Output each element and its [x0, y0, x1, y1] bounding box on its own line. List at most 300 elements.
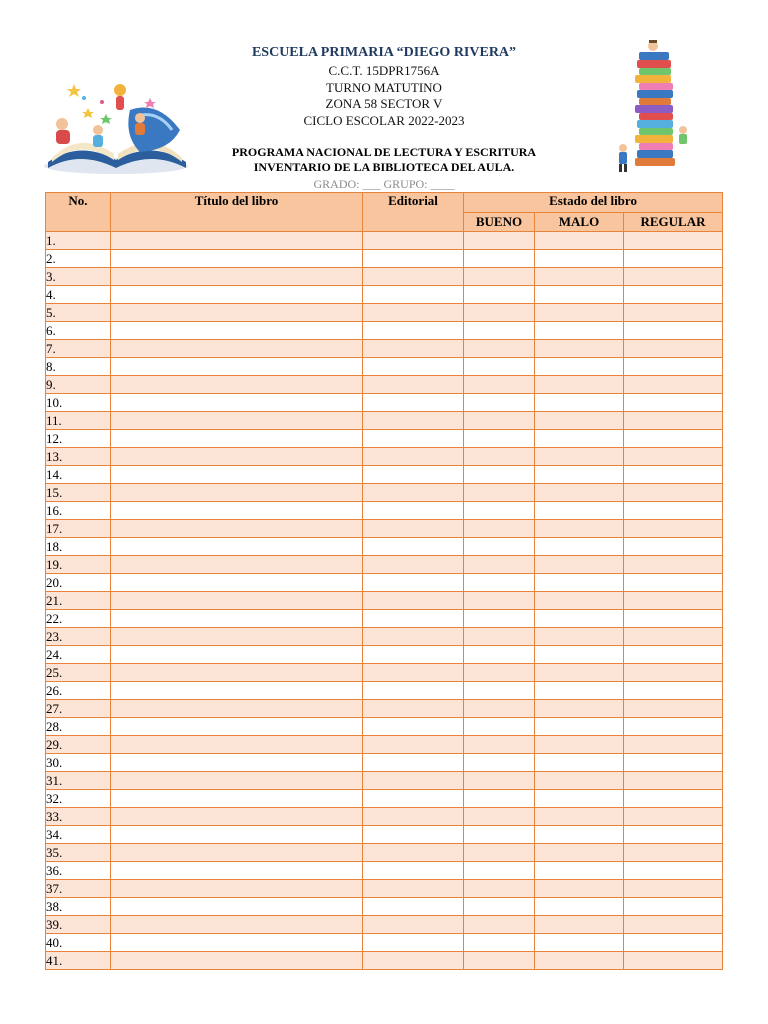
row-number: 27. — [46, 700, 111, 718]
table-row — [46, 484, 723, 502]
publisher-cell[interactable] — [363, 376, 464, 394]
table-row — [46, 880, 723, 898]
school-name: ESCUELA PRIMARIA “DIEGO RIVERA” — [251, 45, 517, 60]
book-title-cell[interactable] — [111, 754, 363, 772]
row-number: 22. — [46, 610, 111, 628]
bad-cell[interactable] — [535, 862, 624, 880]
good-cell[interactable] — [464, 520, 535, 538]
bad-cell[interactable] — [535, 934, 624, 952]
good-cell[interactable] — [464, 916, 535, 934]
publisher-cell[interactable] — [363, 448, 464, 466]
good-cell[interactable] — [464, 358, 535, 376]
book-title-cell[interactable] — [111, 628, 363, 646]
bad-cell[interactable] — [535, 952, 624, 970]
publisher-cell[interactable] — [363, 862, 464, 880]
row-number: 37. — [46, 880, 111, 898]
regular-cell[interactable] — [624, 772, 723, 790]
regular-cell[interactable] — [624, 934, 723, 952]
row-number: 3. — [46, 268, 111, 286]
book-title-cell[interactable] — [111, 790, 363, 808]
regular-cell[interactable] — [624, 358, 723, 376]
regular-cell[interactable] — [624, 844, 723, 862]
regular-cell[interactable] — [624, 304, 723, 322]
book-title-cell[interactable] — [111, 358, 363, 376]
regular-cell[interactable] — [624, 466, 723, 484]
book-title-cell[interactable] — [111, 394, 363, 412]
regular-cell[interactable] — [624, 250, 723, 268]
book-title-cell[interactable] — [111, 502, 363, 520]
row-number: 29. — [46, 736, 111, 754]
book-title-cell[interactable] — [111, 376, 363, 394]
regular-cell[interactable] — [624, 628, 723, 646]
regular-cell[interactable] — [624, 862, 723, 880]
good-cell[interactable] — [464, 646, 535, 664]
bad-cell[interactable] — [535, 286, 624, 304]
inventory-title: INVENTARIO DE LA BIBLIOTECA DEL AULA. — [253, 160, 515, 174]
row-number: 20. — [46, 574, 111, 592]
good-cell[interactable] — [464, 880, 535, 898]
row-number: 26. — [46, 682, 111, 700]
regular-cell[interactable] — [624, 394, 723, 412]
row-number: 6. — [46, 322, 111, 340]
inventory-table-body — [46, 232, 723, 970]
row-number: 17. — [46, 520, 111, 538]
regular-cell[interactable] — [624, 502, 723, 520]
row-number: 16. — [46, 502, 111, 520]
regular-cell[interactable] — [624, 448, 723, 466]
good-cell[interactable] — [464, 826, 535, 844]
publisher-cell[interactable] — [363, 826, 464, 844]
book-title-cell[interactable] — [111, 484, 363, 502]
good-cell[interactable] — [464, 898, 535, 916]
table-row — [46, 268, 723, 286]
regular-cell[interactable] — [624, 232, 723, 250]
bad-cell[interactable] — [535, 718, 624, 736]
publisher-cell[interactable] — [363, 934, 464, 952]
table-row — [46, 448, 723, 466]
table-row — [46, 466, 723, 484]
school-shift: TURNO MATUTINO — [326, 80, 442, 95]
row-number: 40. — [46, 934, 111, 952]
stacked-books-children-illustration — [613, 38, 693, 174]
table-row — [46, 340, 723, 358]
publisher-cell[interactable] — [363, 466, 464, 484]
table-row — [46, 502, 723, 520]
book-title-cell[interactable] — [111, 322, 363, 340]
book-title-cell[interactable] — [111, 268, 363, 286]
good-cell[interactable] — [464, 340, 535, 358]
publisher-cell[interactable] — [363, 232, 464, 250]
table-row — [46, 556, 723, 574]
regular-cell[interactable] — [624, 682, 723, 700]
bad-cell[interactable] — [535, 610, 624, 628]
column-header-good: BUENO — [464, 213, 535, 232]
regular-cell[interactable] — [624, 736, 723, 754]
publisher-cell[interactable] — [363, 880, 464, 898]
good-cell[interactable] — [464, 952, 535, 970]
book-title-cell[interactable] — [111, 250, 363, 268]
table-row — [46, 718, 723, 736]
row-number: 36. — [46, 862, 111, 880]
row-number: 19. — [46, 556, 111, 574]
publisher-cell[interactable] — [363, 592, 464, 610]
regular-cell[interactable] — [624, 898, 723, 916]
bad-cell[interactable] — [535, 628, 624, 646]
bad-cell[interactable] — [535, 736, 624, 754]
book-title-cell[interactable] — [111, 610, 363, 628]
book-title-cell[interactable] — [111, 556, 363, 574]
row-number: 24. — [46, 646, 111, 664]
publisher-cell[interactable] — [363, 430, 464, 448]
row-number: 7. — [46, 340, 111, 358]
table-row — [46, 916, 723, 934]
regular-cell[interactable] — [624, 340, 723, 358]
book-title-cell[interactable] — [111, 340, 363, 358]
row-number: 2. — [46, 250, 111, 268]
book-title-cell[interactable] — [111, 808, 363, 826]
bad-cell[interactable] — [535, 394, 624, 412]
bad-cell[interactable] — [535, 772, 624, 790]
regular-cell[interactable] — [624, 718, 723, 736]
good-cell[interactable] — [464, 394, 535, 412]
publisher-cell[interactable] — [363, 520, 464, 538]
publisher-cell[interactable] — [363, 322, 464, 340]
good-cell[interactable] — [464, 736, 535, 754]
good-cell[interactable] — [464, 934, 535, 952]
good-cell[interactable] — [464, 754, 535, 772]
bad-cell[interactable] — [535, 700, 624, 718]
table-row — [46, 898, 723, 916]
bad-cell[interactable] — [535, 484, 624, 502]
regular-cell[interactable] — [624, 610, 723, 628]
publisher-cell[interactable] — [363, 574, 464, 592]
publisher-cell[interactable] — [363, 502, 464, 520]
good-cell[interactable] — [464, 376, 535, 394]
book-title-cell[interactable] — [111, 304, 363, 322]
column-header-regular: REGULAR — [624, 213, 723, 232]
bad-cell[interactable] — [535, 466, 624, 484]
regular-cell[interactable] — [624, 808, 723, 826]
regular-cell[interactable] — [624, 268, 723, 286]
row-number: 39. — [46, 916, 111, 934]
regular-cell[interactable] — [624, 574, 723, 592]
book-title-cell[interactable] — [111, 700, 363, 718]
publisher-cell[interactable] — [363, 808, 464, 826]
bad-cell[interactable] — [535, 808, 624, 826]
bad-cell[interactable] — [535, 376, 624, 394]
publisher-cell[interactable] — [363, 286, 464, 304]
book-title-cell[interactable] — [111, 232, 363, 250]
book-title-cell[interactable] — [111, 736, 363, 754]
row-number: 38. — [46, 898, 111, 916]
table-row — [46, 736, 723, 754]
book-title-cell[interactable] — [111, 718, 363, 736]
book-title-cell[interactable] — [111, 952, 363, 970]
table-row — [46, 628, 723, 646]
row-number: 41. — [46, 952, 111, 970]
good-cell[interactable] — [464, 574, 535, 592]
row-number: 31. — [46, 772, 111, 790]
table-row — [46, 592, 723, 610]
regular-cell[interactable] — [624, 952, 723, 970]
bad-cell[interactable] — [535, 898, 624, 916]
table-row — [46, 322, 723, 340]
bad-cell[interactable] — [535, 754, 624, 772]
row-number: 10. — [46, 394, 111, 412]
column-header-title: Título del libro — [111, 193, 363, 232]
good-cell[interactable] — [464, 448, 535, 466]
good-cell[interactable] — [464, 304, 535, 322]
publisher-cell[interactable] — [363, 844, 464, 862]
book-title-cell[interactable] — [111, 466, 363, 484]
book-title-cell[interactable] — [111, 538, 363, 556]
regular-cell[interactable] — [624, 700, 723, 718]
good-cell[interactable] — [464, 412, 535, 430]
book-title-cell[interactable] — [111, 592, 363, 610]
good-cell[interactable] — [464, 502, 535, 520]
regular-cell[interactable] — [624, 412, 723, 430]
publisher-cell[interactable] — [363, 358, 464, 376]
good-cell[interactable] — [464, 682, 535, 700]
good-cell[interactable] — [464, 592, 535, 610]
good-cell[interactable] — [464, 466, 535, 484]
table-row — [46, 952, 723, 970]
bad-cell[interactable] — [535, 880, 624, 898]
bad-cell[interactable] — [535, 682, 624, 700]
regular-cell[interactable] — [624, 322, 723, 340]
row-number: 9. — [46, 376, 111, 394]
bad-cell[interactable] — [535, 430, 624, 448]
regular-cell[interactable] — [624, 646, 723, 664]
table-row — [46, 862, 723, 880]
table-row — [46, 754, 723, 772]
table-row — [46, 646, 723, 664]
book-title-cell[interactable] — [111, 916, 363, 934]
book-title-cell[interactable] — [111, 646, 363, 664]
document-header — [0, 0, 768, 192]
regular-cell[interactable] — [624, 376, 723, 394]
good-cell[interactable] — [464, 700, 535, 718]
table-row — [46, 358, 723, 376]
bad-cell[interactable] — [535, 790, 624, 808]
good-cell[interactable] — [464, 268, 535, 286]
row-number: 5. — [46, 304, 111, 322]
bad-cell[interactable] — [535, 358, 624, 376]
regular-cell[interactable] — [624, 520, 723, 538]
book-title-cell[interactable] — [111, 844, 363, 862]
good-cell[interactable] — [464, 808, 535, 826]
row-number: 4. — [46, 286, 111, 304]
publisher-cell[interactable] — [363, 628, 464, 646]
book-title-cell[interactable] — [111, 664, 363, 682]
bad-cell[interactable] — [535, 556, 624, 574]
table-row — [46, 520, 723, 538]
row-number: 34. — [46, 826, 111, 844]
table-row — [46, 934, 723, 952]
bad-cell[interactable] — [535, 322, 624, 340]
bad-cell[interactable] — [535, 502, 624, 520]
table-row — [46, 394, 723, 412]
publisher-cell[interactable] — [363, 412, 464, 430]
book-title-cell[interactable] — [111, 430, 363, 448]
good-cell[interactable] — [464, 790, 535, 808]
bad-cell[interactable] — [535, 646, 624, 664]
good-cell[interactable] — [464, 250, 535, 268]
bad-cell[interactable] — [535, 538, 624, 556]
bad-cell[interactable] — [535, 232, 624, 250]
good-cell[interactable] — [464, 538, 535, 556]
publisher-cell[interactable] — [363, 718, 464, 736]
publisher-cell[interactable] — [363, 268, 464, 286]
book-title-cell[interactable] — [111, 880, 363, 898]
regular-cell[interactable] — [624, 484, 723, 502]
column-header-book-condition: Estado del libro — [464, 193, 723, 213]
row-number: 33. — [46, 808, 111, 826]
good-cell[interactable] — [464, 430, 535, 448]
row-number: 1. — [46, 232, 111, 250]
column-header-publisher: Editorial — [363, 193, 464, 232]
row-number: 11. — [46, 412, 111, 430]
table-row — [46, 376, 723, 394]
row-number: 12. — [46, 430, 111, 448]
publisher-cell[interactable] — [363, 754, 464, 772]
bad-cell[interactable] — [535, 592, 624, 610]
table-row — [46, 574, 723, 592]
row-number: 18. — [46, 538, 111, 556]
school-cct: C.C.T. 15DPR1756A — [328, 63, 440, 78]
publisher-cell[interactable] — [363, 916, 464, 934]
good-cell[interactable] — [464, 718, 535, 736]
table-row — [46, 430, 723, 448]
publisher-cell[interactable] — [363, 952, 464, 970]
book-title-cell[interactable] — [111, 934, 363, 952]
bad-cell[interactable] — [535, 826, 624, 844]
row-number: 35. — [46, 844, 111, 862]
book-title-cell[interactable] — [111, 448, 363, 466]
bad-cell[interactable] — [535, 268, 624, 286]
table-row — [46, 610, 723, 628]
table-row — [46, 286, 723, 304]
book-title-cell[interactable] — [111, 412, 363, 430]
table-row — [46, 772, 723, 790]
book-title-cell[interactable] — [111, 574, 363, 592]
regular-cell[interactable] — [624, 286, 723, 304]
row-number: 21. — [46, 592, 111, 610]
good-cell[interactable] — [464, 664, 535, 682]
grade-group-line: GRADO: ___ GRUPO: ____ — [313, 177, 455, 191]
good-cell[interactable] — [464, 772, 535, 790]
good-cell[interactable] — [464, 610, 535, 628]
book-title-cell[interactable] — [111, 862, 363, 880]
book-title-cell[interactable] — [111, 772, 363, 790]
bad-cell[interactable] — [535, 340, 624, 358]
publisher-cell[interactable] — [363, 340, 464, 358]
regular-cell[interactable] — [624, 430, 723, 448]
good-cell[interactable] — [464, 286, 535, 304]
good-cell[interactable] — [464, 556, 535, 574]
bad-cell[interactable] — [535, 448, 624, 466]
regular-cell[interactable] — [624, 556, 723, 574]
regular-cell[interactable] — [624, 826, 723, 844]
book-title-cell[interactable] — [111, 286, 363, 304]
publisher-cell[interactable] — [363, 898, 464, 916]
row-number: 14. — [46, 466, 111, 484]
table-row — [46, 826, 723, 844]
publisher-cell[interactable] — [363, 394, 464, 412]
publisher-cell[interactable] — [363, 700, 464, 718]
good-cell[interactable] — [464, 844, 535, 862]
book-title-cell[interactable] — [111, 682, 363, 700]
regular-cell[interactable] — [624, 592, 723, 610]
row-number: 32. — [46, 790, 111, 808]
school-zone: ZONA 58 SECTOR V — [325, 96, 443, 111]
table-row — [46, 808, 723, 826]
publisher-cell[interactable] — [363, 610, 464, 628]
book-title-cell[interactable] — [111, 520, 363, 538]
publisher-cell[interactable] — [363, 304, 464, 322]
bad-cell[interactable] — [535, 664, 624, 682]
table-row — [46, 538, 723, 556]
good-cell[interactable] — [464, 862, 535, 880]
book-title-cell[interactable] — [111, 826, 363, 844]
publisher-cell[interactable] — [363, 538, 464, 556]
regular-cell[interactable] — [624, 880, 723, 898]
row-number: 23. — [46, 628, 111, 646]
column-header-bad: MALO — [535, 213, 624, 232]
regular-cell[interactable] — [624, 790, 723, 808]
regular-cell[interactable] — [624, 538, 723, 556]
regular-cell[interactable] — [624, 754, 723, 772]
table-row — [46, 664, 723, 682]
publisher-cell[interactable] — [363, 790, 464, 808]
publisher-cell[interactable] — [363, 736, 464, 754]
good-cell[interactable] — [464, 322, 535, 340]
bad-cell[interactable] — [535, 916, 624, 934]
row-number: 25. — [46, 664, 111, 682]
regular-cell[interactable] — [624, 664, 723, 682]
regular-cell[interactable] — [624, 916, 723, 934]
publisher-cell[interactable] — [363, 664, 464, 682]
library-inventory-table — [45, 192, 723, 970]
publisher-cell[interactable] — [363, 682, 464, 700]
good-cell[interactable] — [464, 628, 535, 646]
bad-cell[interactable] — [535, 574, 624, 592]
publisher-cell[interactable] — [363, 556, 464, 574]
good-cell[interactable] — [464, 232, 535, 250]
bad-cell[interactable] — [535, 250, 624, 268]
good-cell[interactable] — [464, 484, 535, 502]
table-row — [46, 682, 723, 700]
publisher-cell[interactable] — [363, 646, 464, 664]
bad-cell[interactable] — [535, 844, 624, 862]
row-number: 8. — [46, 358, 111, 376]
row-number: 28. — [46, 718, 111, 736]
program-title: PROGRAMA NACIONAL DE LECTURA Y ESCRITURA — [231, 145, 537, 159]
bad-cell[interactable] — [535, 412, 624, 430]
book-title-cell[interactable] — [111, 898, 363, 916]
table-row — [46, 700, 723, 718]
publisher-cell[interactable] — [363, 772, 464, 790]
bad-cell[interactable] — [535, 520, 624, 538]
row-number: 30. — [46, 754, 111, 772]
table-row — [46, 412, 723, 430]
table-row — [46, 250, 723, 268]
table-row — [46, 232, 723, 250]
publisher-cell[interactable] — [363, 484, 464, 502]
row-number: 13. — [46, 448, 111, 466]
publisher-cell[interactable] — [363, 250, 464, 268]
bad-cell[interactable] — [535, 304, 624, 322]
